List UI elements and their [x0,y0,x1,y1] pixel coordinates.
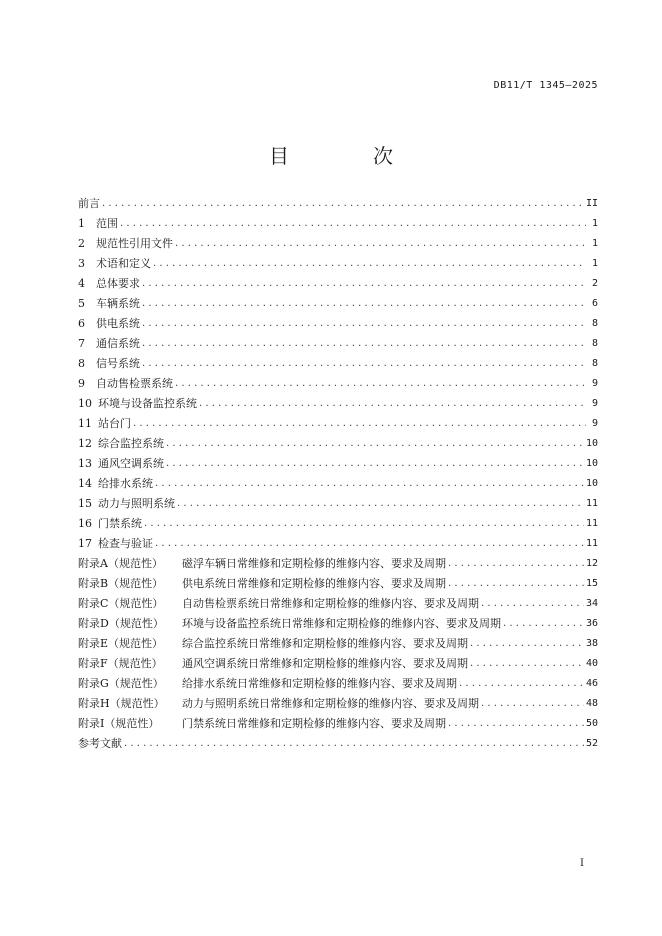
toc-appendix-page: 46 [585,678,598,689]
toc-leader-dots [481,694,584,714]
toc-appendix-label: 附录A（规范性） [78,557,163,570]
toc-appendix-page: 48 [585,698,598,709]
toc-leader-dots [448,714,584,734]
toc-appendix-label: 附录G（规范性） [78,677,164,690]
document-code: DB11/T 1345—2025 [493,80,598,91]
toc-entry-number: 11 [78,417,92,430]
toc-appendix-page: 36 [585,618,598,629]
toc-entry-number: 6 [78,317,85,330]
toc-appendix-title: 综合监控系统日常维修和定期检修的维修内容、要求及周期 [182,637,468,650]
toc-entry-title: 给排水系统 [98,477,153,490]
toc-appendix-label: 附录D（规范性） [78,617,164,630]
toc-entry[interactable] [78,414,598,434]
toc-entry-title: 站台门 [98,417,131,430]
toc-entry-number: 3 [78,257,85,270]
toc-leader-dots [470,654,584,674]
toc-entry-page: 8 [591,318,598,329]
toc-entry[interactable] [78,514,598,534]
toc-leader-dots [481,594,584,614]
toc-leader-dots [175,374,586,394]
toc-leader-dots [166,434,584,454]
toc-entry[interactable] [78,394,598,414]
toc-leader-dots [102,194,584,214]
toc-entry-page: 9 [591,398,598,409]
toc-entry-page: 1 [591,218,598,229]
toc-entry[interactable] [78,294,598,314]
toc-leader-dots [124,734,584,754]
toc-appendix-page: 12 [585,558,598,569]
toc-appendix-title: 给排水系统日常维修和定期检修的维修内容、要求及周期 [182,677,457,690]
toc-entry-title: 前言 [78,197,100,210]
toc-entry-title: 检查与验证 [98,537,153,550]
toc-leader-dots [177,494,584,514]
toc-entry[interactable] [78,474,598,494]
toc-appendix-title: 动力与照明系统日常维修和定期检修的维修内容、要求及周期 [182,697,479,710]
toc-entry[interactable] [78,254,598,274]
toc-entry-title: 术语和定义 [96,257,151,270]
toc-appendix-title: 磁浮车辆日常维修和定期检修的维修内容、要求及周期 [182,557,446,570]
toc-leader-dots [448,574,584,594]
toc-entry[interactable] [78,194,598,214]
toc-appendix-entry[interactable] [78,634,598,654]
toc-entry-title: 车辆系统 [96,297,140,310]
toc-entry-title: 动力与照明系统 [98,497,175,510]
toc-appendix-page: 50 [585,718,598,729]
toc-appendix-title: 门禁系统日常维修和定期检修的维修内容、要求及周期 [182,717,446,730]
toc-leader-dots [142,294,586,314]
toc-entry[interactable] [78,334,598,354]
toc-entry-title: 门禁系统 [98,517,142,530]
toc-appendix-entry[interactable] [78,614,598,634]
toc-leader-dots [470,634,584,654]
toc-appendix-label: 附录C（规范性） [78,597,164,610]
toc-appendix-title: 环境与设备监控系统日常维修和定期检修的维修内容、要求及周期 [182,617,501,630]
toc-appendix-entry[interactable] [78,594,598,614]
toc-appendix-title: 自动售检票系统日常维修和定期检修的维修内容、要求及周期 [182,597,479,610]
toc-entry[interactable] [78,434,598,454]
toc-entry-page: 8 [591,338,598,349]
toc-leader-dots [503,614,584,634]
toc-entry-number: 2 [78,237,85,250]
toc-entry-number: 5 [78,297,85,310]
toc-entry-page: 2 [591,278,598,289]
toc-appendix-entry[interactable] [78,694,598,714]
toc-leader-dots [199,394,586,414]
toc-entry-title: 环境与设备监控系统 [98,397,197,410]
toc-entry-page: 9 [591,418,598,429]
toc-appendix-page: 38 [585,638,598,649]
toc-leader-dots [144,514,584,534]
toc-entry-number: 13 [78,457,92,470]
toc-leader-dots [166,454,584,474]
toc-leader-dots [142,314,586,334]
toc-leader-dots [120,214,586,234]
toc-entry-title: 范围 [96,217,118,230]
toc-entry-title: 自动售检票系统 [96,377,173,390]
toc-entry-number: 7 [78,337,85,350]
toc-appendix-page: 34 [585,598,598,609]
toc-leader-dots [155,534,584,554]
toc-entry-title: 总体要求 [96,277,140,290]
toc-entry[interactable] [78,214,598,234]
toc-entry-number: 14 [78,477,92,490]
toc-entry-number: 17 [78,537,92,550]
toc-appendix-label: 附录E（规范性） [78,637,164,650]
toc-leader-dots [155,474,584,494]
toc-entry-number: 4 [78,277,85,290]
page-title: 目 次 [269,144,425,168]
toc-entry-title: 通风空调系统 [98,457,164,470]
toc-appendix-entry[interactable] [78,654,598,674]
toc-appendix-title: 通风空调系统日常维修和定期检修的维修内容、要求及周期 [182,657,468,670]
toc-appendix-entry[interactable] [78,554,598,574]
toc-appendix-label: 附录H（规范性） [78,697,165,710]
toc-entry-title: 规范性引用文件 [96,237,173,250]
toc-entry-page: 6 [591,298,598,309]
table-of-contents [78,194,598,754]
toc-entry[interactable] [78,274,598,294]
toc-appendix-title: 供电系统日常维修和定期检修的维修内容、要求及周期 [182,577,446,590]
toc-entry-page: 9 [591,378,598,389]
toc-references-page: 52 [585,738,598,749]
toc-entry-title: 通信系统 [96,337,140,350]
page-number: I [580,858,584,869]
toc-entry[interactable] [78,534,598,554]
toc-entry-page: 1 [591,258,598,269]
toc-leader-dots [142,354,586,374]
toc-appendix-label: 附录F（规范性） [78,657,163,670]
toc-leader-dots [133,414,586,434]
toc-entry-page: 11 [585,518,598,529]
toc-leader-dots [142,334,586,354]
toc-entry-page: II [585,198,598,209]
toc-entry-page: 10 [585,438,598,449]
toc-references-title: 参考文献 [78,737,122,750]
toc-entry-number: 10 [78,397,92,410]
toc-entry-number: 12 [78,437,92,450]
toc-entry-number: 1 [78,217,85,230]
toc-appendix-entry[interactable] [78,574,598,594]
toc-leader-dots [175,234,586,254]
toc-entry[interactable] [78,494,598,514]
toc-leader-dots [448,554,584,574]
toc-appendix-entry[interactable] [78,674,598,694]
toc-leader-dots [153,254,586,274]
toc-entry[interactable] [78,354,598,374]
toc-leader-dots [142,274,586,294]
toc-entry-title: 供电系统 [96,317,140,330]
toc-entry-number: 16 [78,517,92,530]
toc-entry[interactable] [78,234,598,254]
toc-entry-title: 综合监控系统 [98,437,164,450]
toc-entry-page: 8 [591,358,598,369]
toc-entry-page: 11 [585,498,598,509]
toc-entry[interactable] [78,374,598,394]
toc-appendix-page: 15 [585,578,598,589]
toc-entry-page: 10 [585,458,598,469]
toc-references-entry[interactable] [78,734,598,754]
toc-entry-number: 9 [78,377,85,390]
toc-appendix-label: 附录I（规范性） [78,717,160,730]
toc-entry-page: 10 [585,478,598,489]
toc-appendix-label: 附录B（规范性） [78,577,164,590]
toc-appendix-page: 40 [585,658,598,669]
toc-entry-number: 15 [78,497,92,510]
toc-entry-title: 信号系统 [96,357,140,370]
toc-appendix-entry[interactable] [78,714,598,734]
toc-entry[interactable] [78,314,598,334]
toc-entry-page: 1 [591,238,598,249]
toc-entry-page: 11 [585,538,598,549]
toc-leader-dots [459,674,584,694]
toc-entry[interactable] [78,454,598,474]
toc-entry-number: 8 [78,357,85,370]
